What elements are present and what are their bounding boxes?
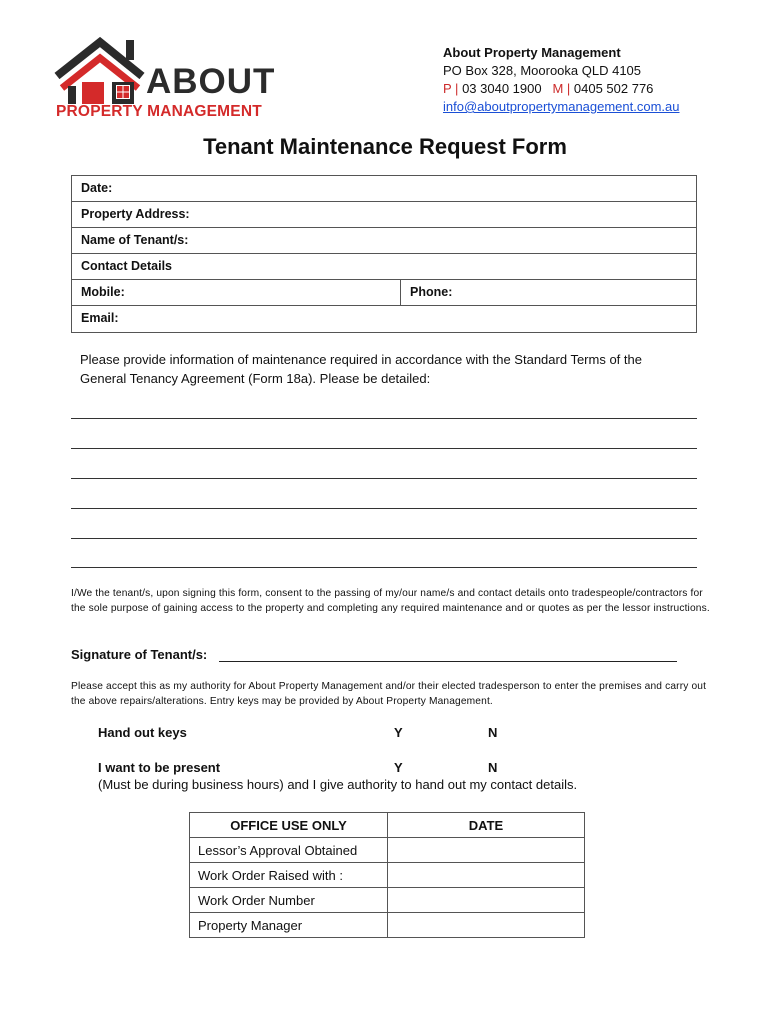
want-present-label: I want to be present	[98, 760, 221, 775]
property-address-label: Property Address:	[81, 207, 190, 221]
description-line[interactable]	[71, 478, 697, 479]
mobile-number: 0405 502 776	[573, 81, 654, 96]
office-row-date[interactable]	[388, 913, 585, 938]
office-row-label: Lessor’s Approval Obtained	[190, 838, 388, 863]
want-present-yes[interactable]: Y	[394, 760, 403, 775]
company-name: About Property Management	[443, 45, 621, 60]
property-address-row[interactable]	[72, 202, 696, 228]
description-line[interactable]	[71, 538, 697, 539]
contact-details-row	[72, 254, 696, 280]
tenant-details-table	[71, 175, 697, 333]
date-header: DATE	[388, 813, 585, 838]
office-row-label: Work Order Number	[190, 888, 388, 913]
signature-line[interactable]	[219, 661, 677, 662]
description-line[interactable]	[71, 418, 697, 419]
office-row-date[interactable]	[388, 838, 585, 863]
consent-paragraph: I/We the tenant/s, upon signing this form, consent to the passing of my/our name/s and contact details onto tradespeople/contractors for the sole purpose of gaining access to the property and completing any required maintenance and or quotes as per the lessor instructions.	[71, 588, 710, 615]
email-row[interactable]	[72, 306, 696, 332]
maintenance-instructions: Please provide information of maintenance required in accordance with the Standard Terms of the General Tenancy Agreement (Form 18a). Please be detailed:	[80, 352, 642, 386]
tenant-name-label: Name of Tenant/s:	[81, 233, 189, 247]
authority-paragraph: Please accept this as my authority for About Property Management and/or their elected tradesperson to enter the premises and carry out the above repairs/alterations. Entry keys may be provided by About Property Management.	[71, 681, 707, 708]
tenant-name-row[interactable]	[72, 228, 696, 254]
email-link[interactable]: info@aboutpropertymanagement.com.au	[443, 99, 680, 114]
office-row-label: Property Manager	[190, 913, 388, 938]
phone-prefix: P |	[443, 81, 459, 96]
hand-out-keys-label: Hand out keys	[98, 725, 187, 740]
office-use-table	[189, 812, 585, 938]
logo-wordmark-about: ABOUT	[146, 62, 276, 101]
mobile-field[interactable]	[72, 280, 400, 305]
email-label: Email:	[81, 311, 119, 325]
phone-field[interactable]	[400, 280, 696, 305]
date-row[interactable]	[72, 176, 696, 202]
description-line[interactable]	[71, 508, 697, 509]
want-present-no[interactable]: N	[488, 760, 498, 775]
office-row-date[interactable]	[388, 863, 585, 888]
hand-out-keys-no[interactable]: N	[488, 725, 498, 740]
present-note: (Must be during business hours) and I give authority to hand out my contact details.	[98, 777, 578, 792]
postal-address: PO Box 328, Moorooka QLD 4105	[443, 63, 642, 78]
date-label: Date:	[81, 181, 113, 195]
contact-details-label: Contact Details	[81, 259, 172, 273]
phone-label: Phone:	[410, 285, 453, 299]
mobile-label: Mobile:	[81, 285, 125, 299]
mobile-phone-row	[72, 280, 696, 306]
office-row-date[interactable]	[388, 888, 585, 913]
office-use-header: OFFICE USE ONLY	[190, 813, 388, 838]
phone-line	[443, 80, 680, 98]
phone-number: 03 3040 1900	[462, 81, 542, 96]
description-line[interactable]	[71, 448, 697, 449]
description-line[interactable]	[71, 567, 697, 568]
hand-out-keys-yes[interactable]: Y	[394, 725, 403, 740]
form-title: Tenant Maintenance Request Form	[203, 134, 567, 159]
signature-label: Signature of Tenant/s:	[71, 647, 208, 662]
office-row-label: Work Order Raised with :	[190, 863, 388, 888]
contact-block	[443, 44, 680, 116]
mobile-prefix: M |	[552, 81, 571, 96]
logo-wordmark-property-management: PROPERTY MANAGEMENT	[56, 103, 262, 120]
